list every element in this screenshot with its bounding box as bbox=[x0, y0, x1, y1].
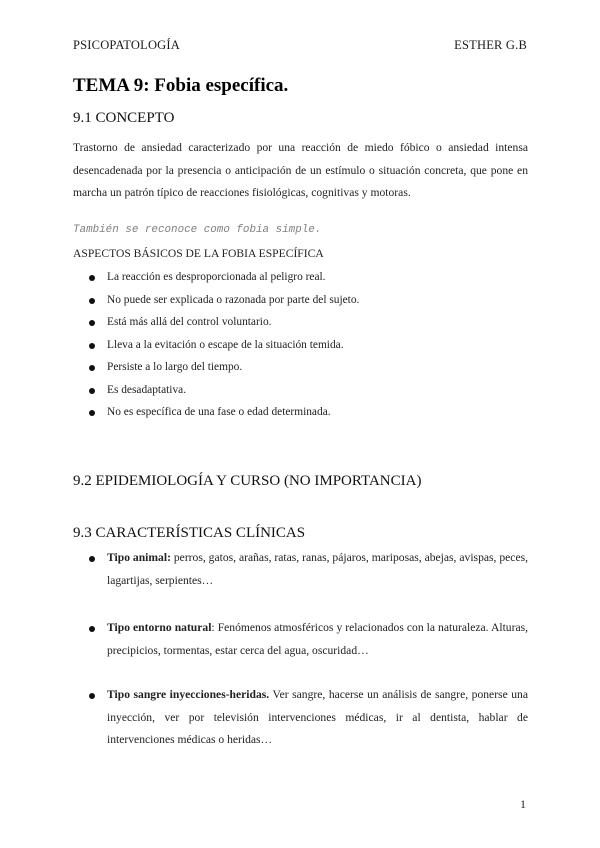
clinical-item-label: Tipo sangre inyecciones-heridas. bbox=[107, 688, 270, 701]
page-number: 1 bbox=[520, 797, 526, 811]
bullet-icon bbox=[89, 556, 95, 562]
concept-note: También se reconoce como fobia simple. bbox=[73, 224, 322, 236]
bullet-icon bbox=[89, 388, 95, 394]
clinical-item-label: Tipo entorno natural bbox=[107, 621, 212, 634]
section-heading-concepto: 9.1 CONCEPTO bbox=[73, 110, 175, 126]
section-heading-epidemiologia: 9.2 EPIDEMIOLOGÍA Y CURSO (NO IMPORTANCIA) bbox=[73, 473, 422, 489]
list-item bbox=[89, 401, 359, 424]
bullet-icon bbox=[89, 343, 95, 349]
bullet-icon bbox=[89, 298, 95, 304]
bullet-icon bbox=[89, 626, 95, 632]
clinical-item-label: Tipo animal: bbox=[107, 551, 171, 564]
document-title: TEMA 9: Fobia específica. bbox=[73, 75, 289, 96]
header-author: ESTHER G.B bbox=[454, 38, 527, 52]
subheading-aspectos: ASPECTOS BÁSICOS DE LA FOBIA ESPECÍFICA bbox=[73, 247, 324, 260]
clinical-item-sangre bbox=[89, 684, 528, 752]
list-item-text: La reacción es desproporcionada al peligro real. bbox=[107, 271, 326, 283]
list-item-text: Está más allá del control voluntario. bbox=[107, 316, 272, 328]
clinical-item-text: Ver sangre, hacerse un análisis de sangre, ponerse una inyección, ver por televisión intervenciones médicas, ir al dentista, hablar de intervenciones médicas o heridas… bbox=[107, 688, 528, 747]
list-item bbox=[89, 334, 359, 357]
clinical-item-entorno: Tipo entorno natural: Fenómenos atmosféricos y relacionados con la naturaleza. Alturas, precipicios, tormentas, estar cerca del agua, oscuridad… bbox=[89, 617, 528, 662]
list-item-text: No es específica de una fase o edad determinada. bbox=[107, 406, 331, 418]
header-subject: PSICOPATOLOGÍA bbox=[73, 38, 180, 52]
list-item bbox=[89, 356, 359, 379]
list-item-text: Es desadaptativa. bbox=[107, 383, 187, 396]
aspects-list bbox=[89, 266, 359, 424]
bullet-icon bbox=[89, 693, 95, 699]
clinical-item-text: Fenómenos atmosféricos y relacionados con la naturaleza. Alturas, precipicios, tormentas, estar cerca del agua, oscuridad… bbox=[107, 621, 529, 657]
bullet-icon bbox=[89, 365, 95, 371]
section-heading-caracteristicas: 9.3 CARACTERÍSTICAS CLÍNICAS bbox=[73, 525, 306, 541]
concept-paragraph: Trastorno de ansiedad caracterizado por una reacción de miedo fóbico o ansiedad intensa desencadenada por la presencia o anticipación de un estímulo o situación concreta, que pone en marcha un patrón típico de reacciones fisiológicas, cognitivas y motoras. bbox=[73, 141, 528, 200]
list-item-text: Persiste a lo largo del tiempo. bbox=[107, 361, 243, 373]
bullet-icon bbox=[89, 410, 95, 416]
clinical-item-text: perros, gatos, arañas, ratas, ranas, pájaros, mariposas, abejas, avispas, peces, lagartijas, serpientes… bbox=[107, 551, 528, 587]
list-item bbox=[89, 289, 359, 312]
list-item bbox=[89, 379, 359, 402]
bullet-icon bbox=[89, 320, 95, 326]
list-item-text: No puede ser explicada o razonada por parte del sujeto. bbox=[107, 293, 360, 306]
bullet-icon bbox=[89, 275, 95, 281]
list-item bbox=[89, 266, 359, 289]
list-item-text: Lleva a la evitación o escape de la situación temida. bbox=[107, 338, 344, 351]
list-item bbox=[89, 311, 359, 334]
page-header bbox=[73, 38, 527, 54]
clinical-item-animal bbox=[89, 547, 528, 592]
